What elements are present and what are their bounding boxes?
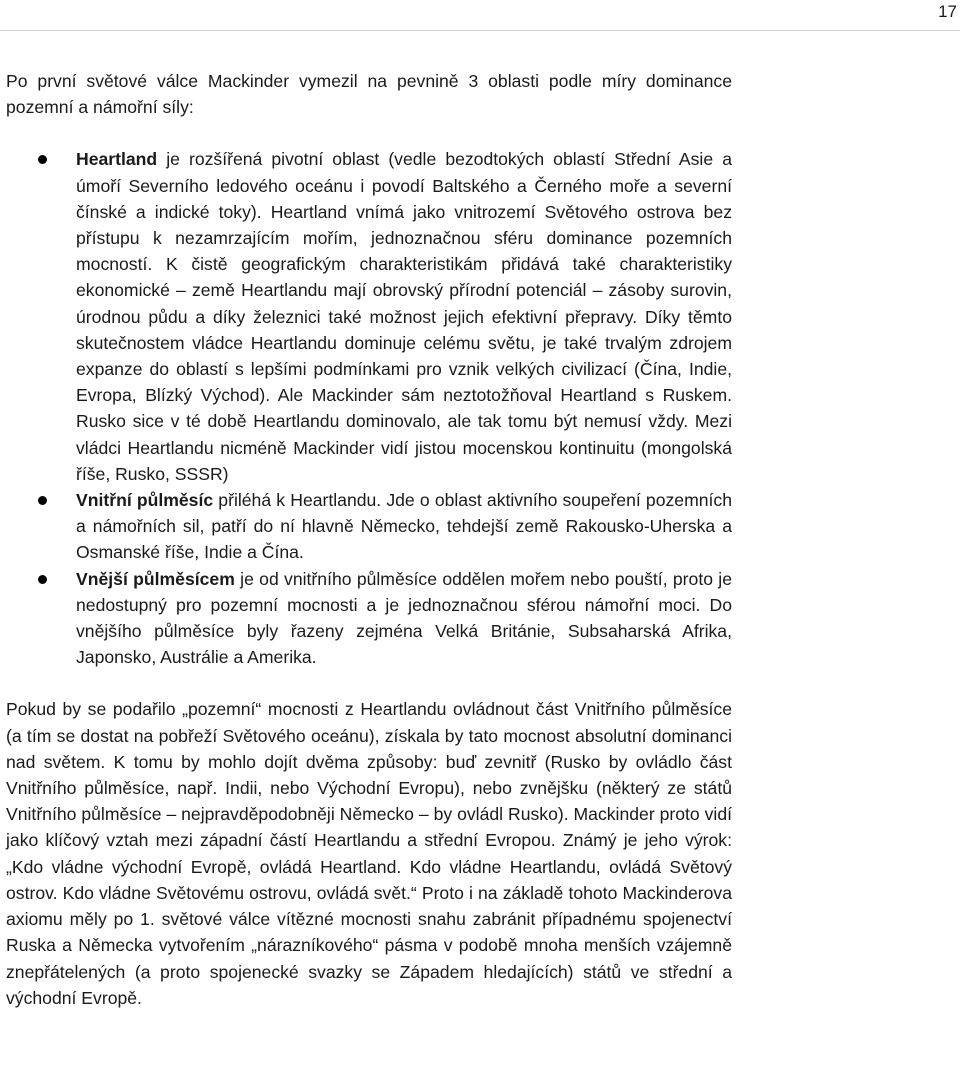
description-inner-crescent: přiléhá k Heartlandu. Jde o oblast aktivního soupeření pozemních a námořních sil, patří do ní hlavně Německo, tehdejší země Rakousko-Uherska a Osmanské říše, Indie a Čína. (76, 490, 732, 563)
header-rule (0, 30, 960, 31)
bullet-icon (38, 496, 47, 505)
bullet-icon (38, 575, 47, 584)
document-body (6, 68, 732, 1011)
term-outer-crescent: Vnější půlměsícem (76, 568, 235, 589)
list-item-heartland (6, 146, 732, 487)
term-inner-crescent: Vnitřní půlměsíc (76, 490, 214, 511)
list-item-outer-crescent (6, 566, 732, 671)
description-outer-crescent: je od vnitřního půlměsíce oddělen mořem nebo pouští, proto je nedostupný pro pozemní mocnosti a je jednoznačnou sférou námořní moci. Do vnějšího půlměsíce byly řazeny zejména Velká Británie, Subsaharská Afrika, Japonsko, Austrálie a Amerika. (76, 568, 732, 668)
bullet-icon (38, 155, 47, 164)
list-item-inner-crescent (6, 487, 732, 566)
description-heartland: je rozšířená pivotní oblast (vedle bezodtokých oblastí Střední Asie a úmoří Severního ledového oceánu i povodí Baltského a Černého moře a severní čínské a indické toky). Heartland vnímá jako vnitrozemí Světového ostrova bez přístupu k nezamrzajícím mořím, jednoznačnou sféru dominance pozemních mocností. K čistě geografickým charakteristikám přidává také charakteristiky ekonomické – země Heartlandu mají obrovský přírodní potenciál – zásoby surovin, úrodnou půdu a díky železnici také možnost jejich efektivní přepravy. Díky těmto skutečnostem vládce Heartlandu dominuje celému světu, je také trvalým zdrojem expanze do oblastí s lepšími podmínkami pro vznik velkých civilizací (Čína, Indie, Evropa, Blízký Východ). Ale Mackinder sám neztotožňoval Heartland s Ruskem. Rusko sice v té době Heartlandu dominovalo, ale tak tomu být nemusí vždy. Mezi vládci Heartlandu nicméně Mackinder vidí jistou mocenskou kontinuitu (mongolská říše, Rusko, SSSR) (76, 149, 732, 484)
closing-paragraph: Pokud by se podařilo „pozemní“ mocnosti z Heartlandu ovládnout část Vnitřního půlměsíce (a tím se dostat na pobřeží Světového oceánu), získala by tato mocnost absolutní dominanci nad světem. K tomu by mohlo dojít dvěma způsoby: buď zevnitř (Rusko by ovládlo část Vnitřního půlměsíce, např. Indii, nebo Východní Evropu), nebo zvnějšku (některý ze států Vnitřního půlměsíce – nejpravděpodobněji Německo – by ovládl Rusko). Mackinder proto vidí jako klíčový vztah mezi západní částí Heartlandu a střední Evropou. Známý je jeho výrok: „Kdo vládne východní Evropě, ovládá Heartland. Kdo vládne Heartlandu, ovládá Světový ostrov. Kdo vládne Světovému ostrovu, ovládá svět.“ Proto i na základě tohoto Mackinderova axiomu měly po 1. světové válce vítězné mocnosti snahu zabránit případnému spojenectví Ruska a Německa vytvořením „nárazníkového“ pásma v podobě mnoha menších vzájemně znepřátelených (a proto spojenecké svazky se Západem hledajících) států ve střední a východní Evropě. (6, 699, 732, 1008)
page-number: 17 (938, 2, 957, 21)
intro-paragraph: Po první světové válce Mackinder vymezil na pevnině 3 oblasti podle míry dominance pozemní a námořní síly: (6, 71, 732, 118)
region-list (6, 146, 732, 670)
term-heartland: Heartland (76, 149, 158, 170)
